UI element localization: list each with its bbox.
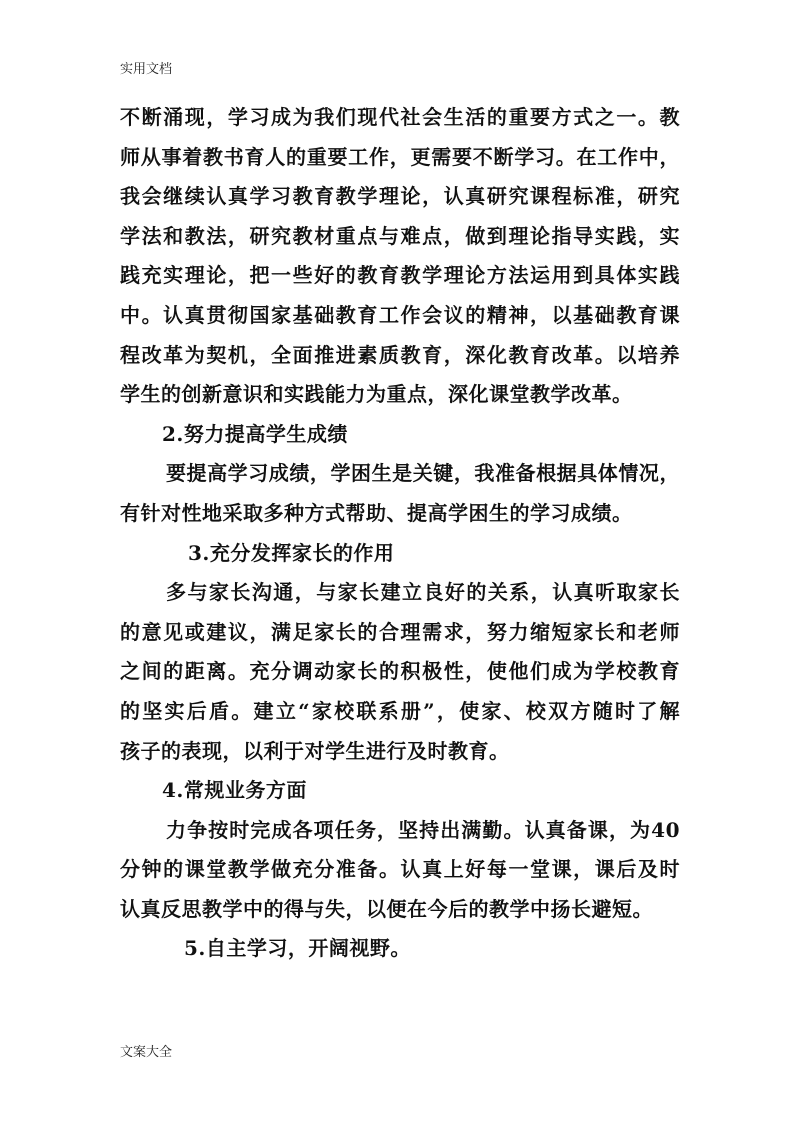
section-heading: 3.充分发挥家长的作用 [188, 540, 395, 565]
paragraph-line: 认真反思教学中的得与失，以便在今后的教学中扬长避短。 [120, 896, 653, 921]
paragraph-line: 学生的创新意识和实践能力为重点，深化课堂教学改革。 [120, 382, 633, 407]
paragraph-line: 力争按时完成各项任务，坚持出满勤。认真备课，为40 [166, 817, 680, 842]
paragraph-line: 的坚实后盾。建立“家校联系册”，使家、校双方随时了解 [120, 698, 680, 723]
section-heading: 5.自主学习，开阔视野。 [184, 936, 411, 961]
paragraph-line: 程改革为契机，全面推进素质教育，深化教育改革。以培养 [120, 342, 680, 367]
paragraph-line: 多与家长沟通，与家长建立良好的关系，认真听取家长 [166, 580, 680, 605]
paragraph-line: 不断涌现，学习成为我们现代社会生活的重要方式之一。教 [120, 105, 680, 129]
page-footer: 文案大全 [120, 1045, 173, 1060]
paragraph-line: 学法和教法，研究教材重点与难点，做到理论指导实践，实 [120, 223, 680, 248]
section-heading: 4.常规业务方面 [162, 778, 307, 803]
paragraph-line: 要提高学习成绩，学困生是关键，我准备根据具体情况， [166, 461, 680, 486]
page-header: 实用文档 [120, 62, 173, 77]
document-body [120, 98, 680, 969]
paragraph-line: 有针对性地采取多种方式帮助、提高学困生的学习成绩。 [120, 500, 633, 525]
paragraph-line: 我会继续认真学习教育教学理论，认真研究课程标准，研究 [120, 184, 680, 209]
paragraph-line: 的意见或建议，满足家长的合理需求，努力缩短家长和老师 [120, 619, 680, 644]
paragraph-line: 中。认真贯彻国家基础教育工作会议的精神，以基础教育课 [120, 302, 680, 327]
paragraph-line: 孩子的表现，以利于对学生进行及时教育。 [120, 738, 510, 763]
paragraph-line: 之间的距离。充分调动家长的积极性，使他们成为学校教育 [120, 659, 680, 684]
section-heading: 2.努力提高学生成绩 [162, 421, 348, 446]
paragraph-line: 师从事着教书育人的重要工作，更需要不断学习。在工作中， [120, 144, 680, 169]
paragraph-line: 践充实理论，把一些好的教育教学理论方法运用到具体实践 [120, 263, 680, 288]
paragraph-line: 分钟的课堂教学做充分准备。认真上好每一堂课，课后及时 [120, 857, 680, 882]
